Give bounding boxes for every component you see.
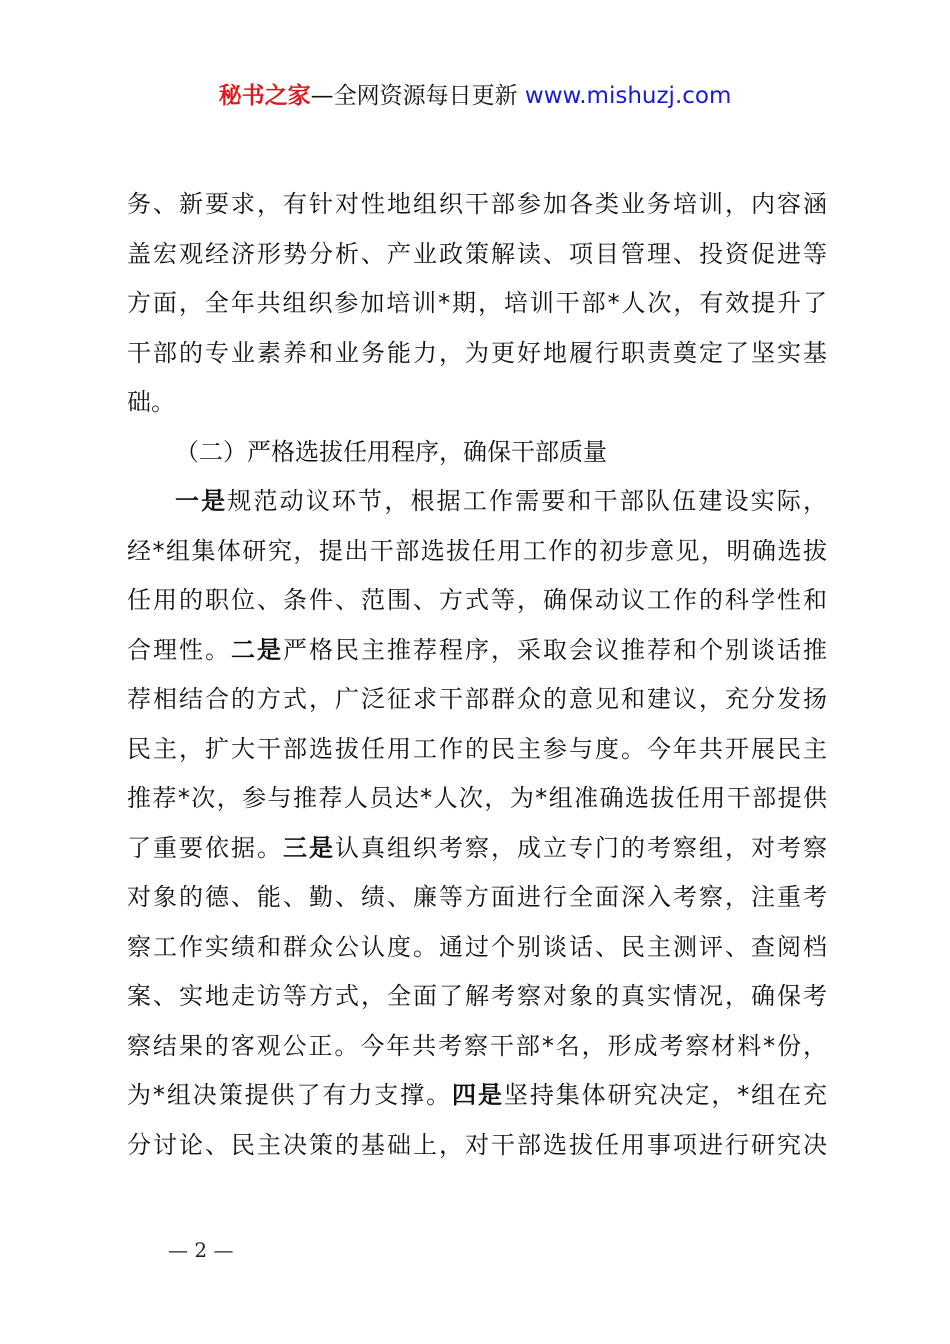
text-line bbox=[127, 824, 827, 874]
text-line: 盖宏观经济形势分析、产业政策解读、项目管理、投资促进等 bbox=[127, 239, 827, 268]
text-line: 任用的职位、条件、范围、方式等，确保动议工作的科学性和 bbox=[127, 586, 827, 614]
bold-marker: 一是 bbox=[175, 487, 228, 515]
bold-marker: 三是 bbox=[283, 833, 335, 862]
bold-marker: 四是 bbox=[452, 1081, 504, 1109]
text-line bbox=[127, 626, 827, 676]
text-line: 察结果的客观公正。今年共考察干部*名，形成考察材料*份， bbox=[127, 1031, 827, 1060]
text-segment: 严格民主推荐程序，采取会议推荐和个别谈话推 bbox=[283, 635, 827, 664]
text-segment: 规范动议环节，根据工作需要和干部队伍建设实际， bbox=[227, 487, 828, 515]
text-line: 荐相结合的方式，广泛征求干部群众的意见和建议，充分发扬 bbox=[127, 685, 827, 713]
text-line bbox=[127, 477, 827, 527]
text-line: 方面，全年共组织参加培训*期，培训干部*人次，有效提升了 bbox=[127, 289, 827, 317]
banner-brand: 秘书之家 bbox=[218, 83, 311, 109]
banner-slogan: —全网资源每日更新 bbox=[310, 83, 525, 109]
document-body bbox=[127, 180, 827, 1170]
text-segment: 合理性。 bbox=[127, 635, 231, 664]
text-line: 干部的专业素养和业务能力，为更好地履行职责奠定了坚实基 bbox=[127, 338, 827, 367]
banner-url-link[interactable]: www.mishuzj.com bbox=[524, 83, 732, 109]
text-line: 案、实地走访等方式，全面了解考察对象的真实情况，确保考 bbox=[127, 982, 827, 1010]
text-line: 务、新要求，有针对性地组织干部参加各类业务培训，内容涵 bbox=[127, 190, 827, 218]
text-line: 对象的德、能、勤、绩、廉等方面进行全面深入考察，注重考 bbox=[127, 883, 827, 911]
section-heading: （二）严格选拔任用程序，确保干部质量 bbox=[175, 437, 607, 466]
text-line: 民主，扩大干部选拔任用工作的民主参与度。今年共开展民主 bbox=[127, 734, 827, 763]
site-banner bbox=[0, 80, 950, 112]
text-line: 分讨论、民主决策的基础上，对干部选拔任用事项进行研究决 bbox=[127, 1130, 827, 1159]
text-line: 经*组集体研究，提出干部选拔任用工作的初步意见，明确选拔 bbox=[127, 536, 827, 565]
text-line: 础。 bbox=[127, 388, 175, 416]
text-segment: 为*组决策提供了有力支撑。 bbox=[127, 1081, 453, 1109]
text-segment: 认真组织考察，成立专门的考察组，对考察 bbox=[335, 833, 827, 862]
text-segment: 坚持集体研究决定，*组在充 bbox=[503, 1081, 828, 1109]
bold-marker: 二是 bbox=[231, 635, 283, 664]
text-line: 推荐*次，参与推荐人员达*人次，为*组准确选拔任用干部提供 bbox=[127, 784, 827, 812]
page-number: — 2 — bbox=[168, 1238, 234, 1262]
text-line bbox=[127, 1071, 827, 1121]
text-line: 察工作实绩和群众公认度。通过个别谈话、民主测评、查阅档 bbox=[127, 932, 827, 961]
text-segment: 了重要依据。 bbox=[127, 833, 283, 862]
